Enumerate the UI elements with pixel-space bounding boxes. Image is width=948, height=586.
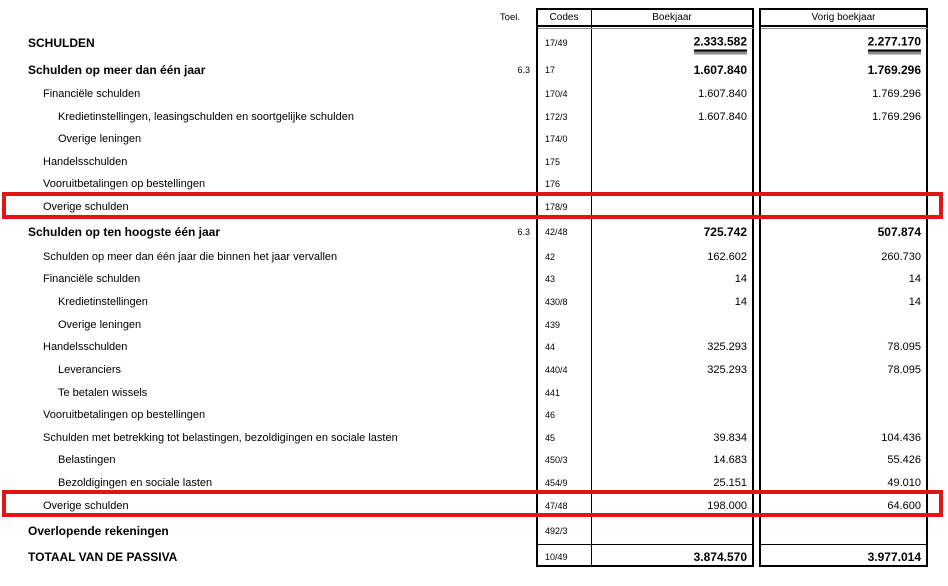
table-row <box>0 195 948 218</box>
row-label: Schulden op meer dan één jaar <box>28 63 206 77</box>
row-code: 430/8 <box>545 296 568 307</box>
column-header-vorig-boekjaar: Vorig boekjaar <box>811 12 876 23</box>
row-value-boekjaar: 325.293 <box>707 363 747 376</box>
row-code: 10/49 <box>545 551 568 562</box>
table-row <box>0 128 948 150</box>
table-row <box>0 358 948 381</box>
row-code: 43 <box>545 274 556 284</box>
table-row <box>0 82 948 105</box>
row-value-boekjaar: 39.834 <box>713 431 747 444</box>
row-code: 492/3 <box>545 526 568 536</box>
table-row <box>0 290 948 313</box>
row-value-vorig-boekjaar: 78.095 <box>887 363 921 376</box>
row-label: Overige schulden <box>43 200 129 213</box>
row-code: 176 <box>545 179 561 189</box>
row-value-boekjaar: 2.333.582 <box>598 34 747 51</box>
column-header-boekjaar: Boekjaar <box>652 12 692 23</box>
row-value-vorig-boekjaar: 1.769.296 <box>872 110 921 123</box>
row-toel-ref: 6.3 <box>517 65 530 75</box>
row-label: Schulden op meer dan één jaar die binnen het jaar vervallen <box>43 250 338 263</box>
column-header-codes: Codes <box>549 12 579 23</box>
row-value-vorig-boekjaar: 14 <box>908 273 921 285</box>
table-row <box>0 336 948 358</box>
row-value-vorig-boekjaar: 3.977.014 <box>867 549 921 564</box>
table-row <box>0 313 948 336</box>
row-code: 42/48 <box>545 226 568 237</box>
row-label: TOTAAL VAN DE PASSIVA <box>28 549 178 564</box>
row-label: Kredietinstellingen <box>58 295 148 308</box>
row-value-boekjaar: 1.607.840 <box>698 110 747 123</box>
row-label: Financiële schulden <box>43 87 141 100</box>
row-value-boekjaar: 14 <box>734 295 747 308</box>
row-value-boekjaar: 725.742 <box>703 224 747 239</box>
row-code: 175 <box>545 156 561 167</box>
row-label: SCHULDEN <box>28 35 95 50</box>
row-code: 440/4 <box>545 364 568 375</box>
row-code: 450/3 <box>545 455 568 465</box>
table-row <box>0 218 948 245</box>
row-code: 47/48 <box>545 500 568 511</box>
row-label: Overige leningen <box>58 133 142 145</box>
row-code: 17/49 <box>545 37 568 48</box>
row-label: Handelsschulden <box>43 341 128 353</box>
row-code: 44 <box>545 342 556 352</box>
row-label: Handelsschulden <box>43 155 128 168</box>
row-label: Financiële schulden <box>43 273 141 285</box>
row-label: Vooruitbetalingen op bestellingen <box>43 409 206 421</box>
table-row <box>0 58 948 82</box>
table-row <box>0 426 948 449</box>
column-header-toel: Toel. <box>499 12 520 23</box>
row-value-vorig-boekjaar: 507.874 <box>877 224 921 239</box>
row-label: Kredietinstellingen, leasingschulden en soortgelijke schulden <box>58 110 354 123</box>
table-row <box>0 268 948 290</box>
table-row <box>0 150 948 173</box>
row-code: 441 <box>545 387 561 398</box>
row-value-vorig-boekjaar: 1.769.296 <box>867 63 921 77</box>
row-label: Vooruitbetalingen op bestellingen <box>43 178 206 190</box>
row-value-boekjaar: 162.602 <box>707 250 747 263</box>
table-body <box>0 27 948 568</box>
row-value-vorig-boekjaar: 2.277.170 <box>766 34 921 51</box>
table-row <box>0 471 948 494</box>
row-value-vorig-boekjaar: 49.010 <box>887 476 921 489</box>
row-value-boekjaar: 14.683 <box>713 454 747 466</box>
row-label: Overlopende rekeningen <box>28 524 169 538</box>
row-code: 439 <box>545 319 561 330</box>
row-label: Schulden met betrekking tot belastingen, bezoldigingen en sociale lasten <box>43 431 398 444</box>
row-code: 170/4 <box>545 88 568 99</box>
row-label: Bezoldigingen en sociale lasten <box>58 476 213 489</box>
table-row <box>0 545 948 568</box>
row-code: 46 <box>545 410 556 420</box>
row-label: Te betalen wissels <box>58 386 148 399</box>
table-row <box>0 173 948 195</box>
table-row <box>0 404 948 426</box>
row-value-vorig-boekjaar: 260.730 <box>881 250 921 263</box>
row-toel-ref: 6.3 <box>517 226 530 237</box>
row-value-vorig-boekjaar: 78.095 <box>887 341 921 353</box>
row-label: Overige schulden <box>43 499 129 512</box>
row-value-vorig-boekjaar: 64.600 <box>887 499 921 512</box>
table-row <box>0 381 948 404</box>
row-value-boekjaar: 325.293 <box>707 341 747 353</box>
row-value-boekjaar: 25.151 <box>713 476 747 489</box>
row-value-boekjaar: 1.607.840 <box>698 87 747 100</box>
row-code: 174/0 <box>545 134 568 144</box>
row-value-boekjaar: 14 <box>734 273 747 285</box>
row-code: 172/3 <box>545 111 568 122</box>
row-code: 178/9 <box>545 201 568 212</box>
row-value-boekjaar: 3.874.570 <box>693 549 747 564</box>
row-value-boekjaar: 198.000 <box>707 499 747 512</box>
row-code: 17 <box>545 65 556 75</box>
row-value-vorig-boekjaar: 14 <box>908 295 921 308</box>
row-code: 454/9 <box>545 477 568 488</box>
row-code: 45 <box>545 432 556 443</box>
table-row <box>0 105 948 128</box>
table-row <box>0 517 948 545</box>
row-value-vorig-boekjaar: 104.436 <box>881 431 921 444</box>
row-value-vorig-boekjaar: 1.769.296 <box>872 87 921 100</box>
table-row <box>0 245 948 268</box>
row-value-vorig-boekjaar: 55.426 <box>887 454 921 466</box>
row-code: 42 <box>545 251 556 262</box>
row-label: Leveranciers <box>58 363 121 376</box>
table-row <box>0 27 948 58</box>
table-row <box>0 494 948 517</box>
row-label: Overige leningen <box>58 318 142 331</box>
row-label: Schulden op ten hoogste één jaar <box>28 224 221 239</box>
table-row <box>0 449 948 471</box>
row-label: Belastingen <box>58 454 116 466</box>
row-value-boekjaar: 1.607.840 <box>693 63 747 77</box>
